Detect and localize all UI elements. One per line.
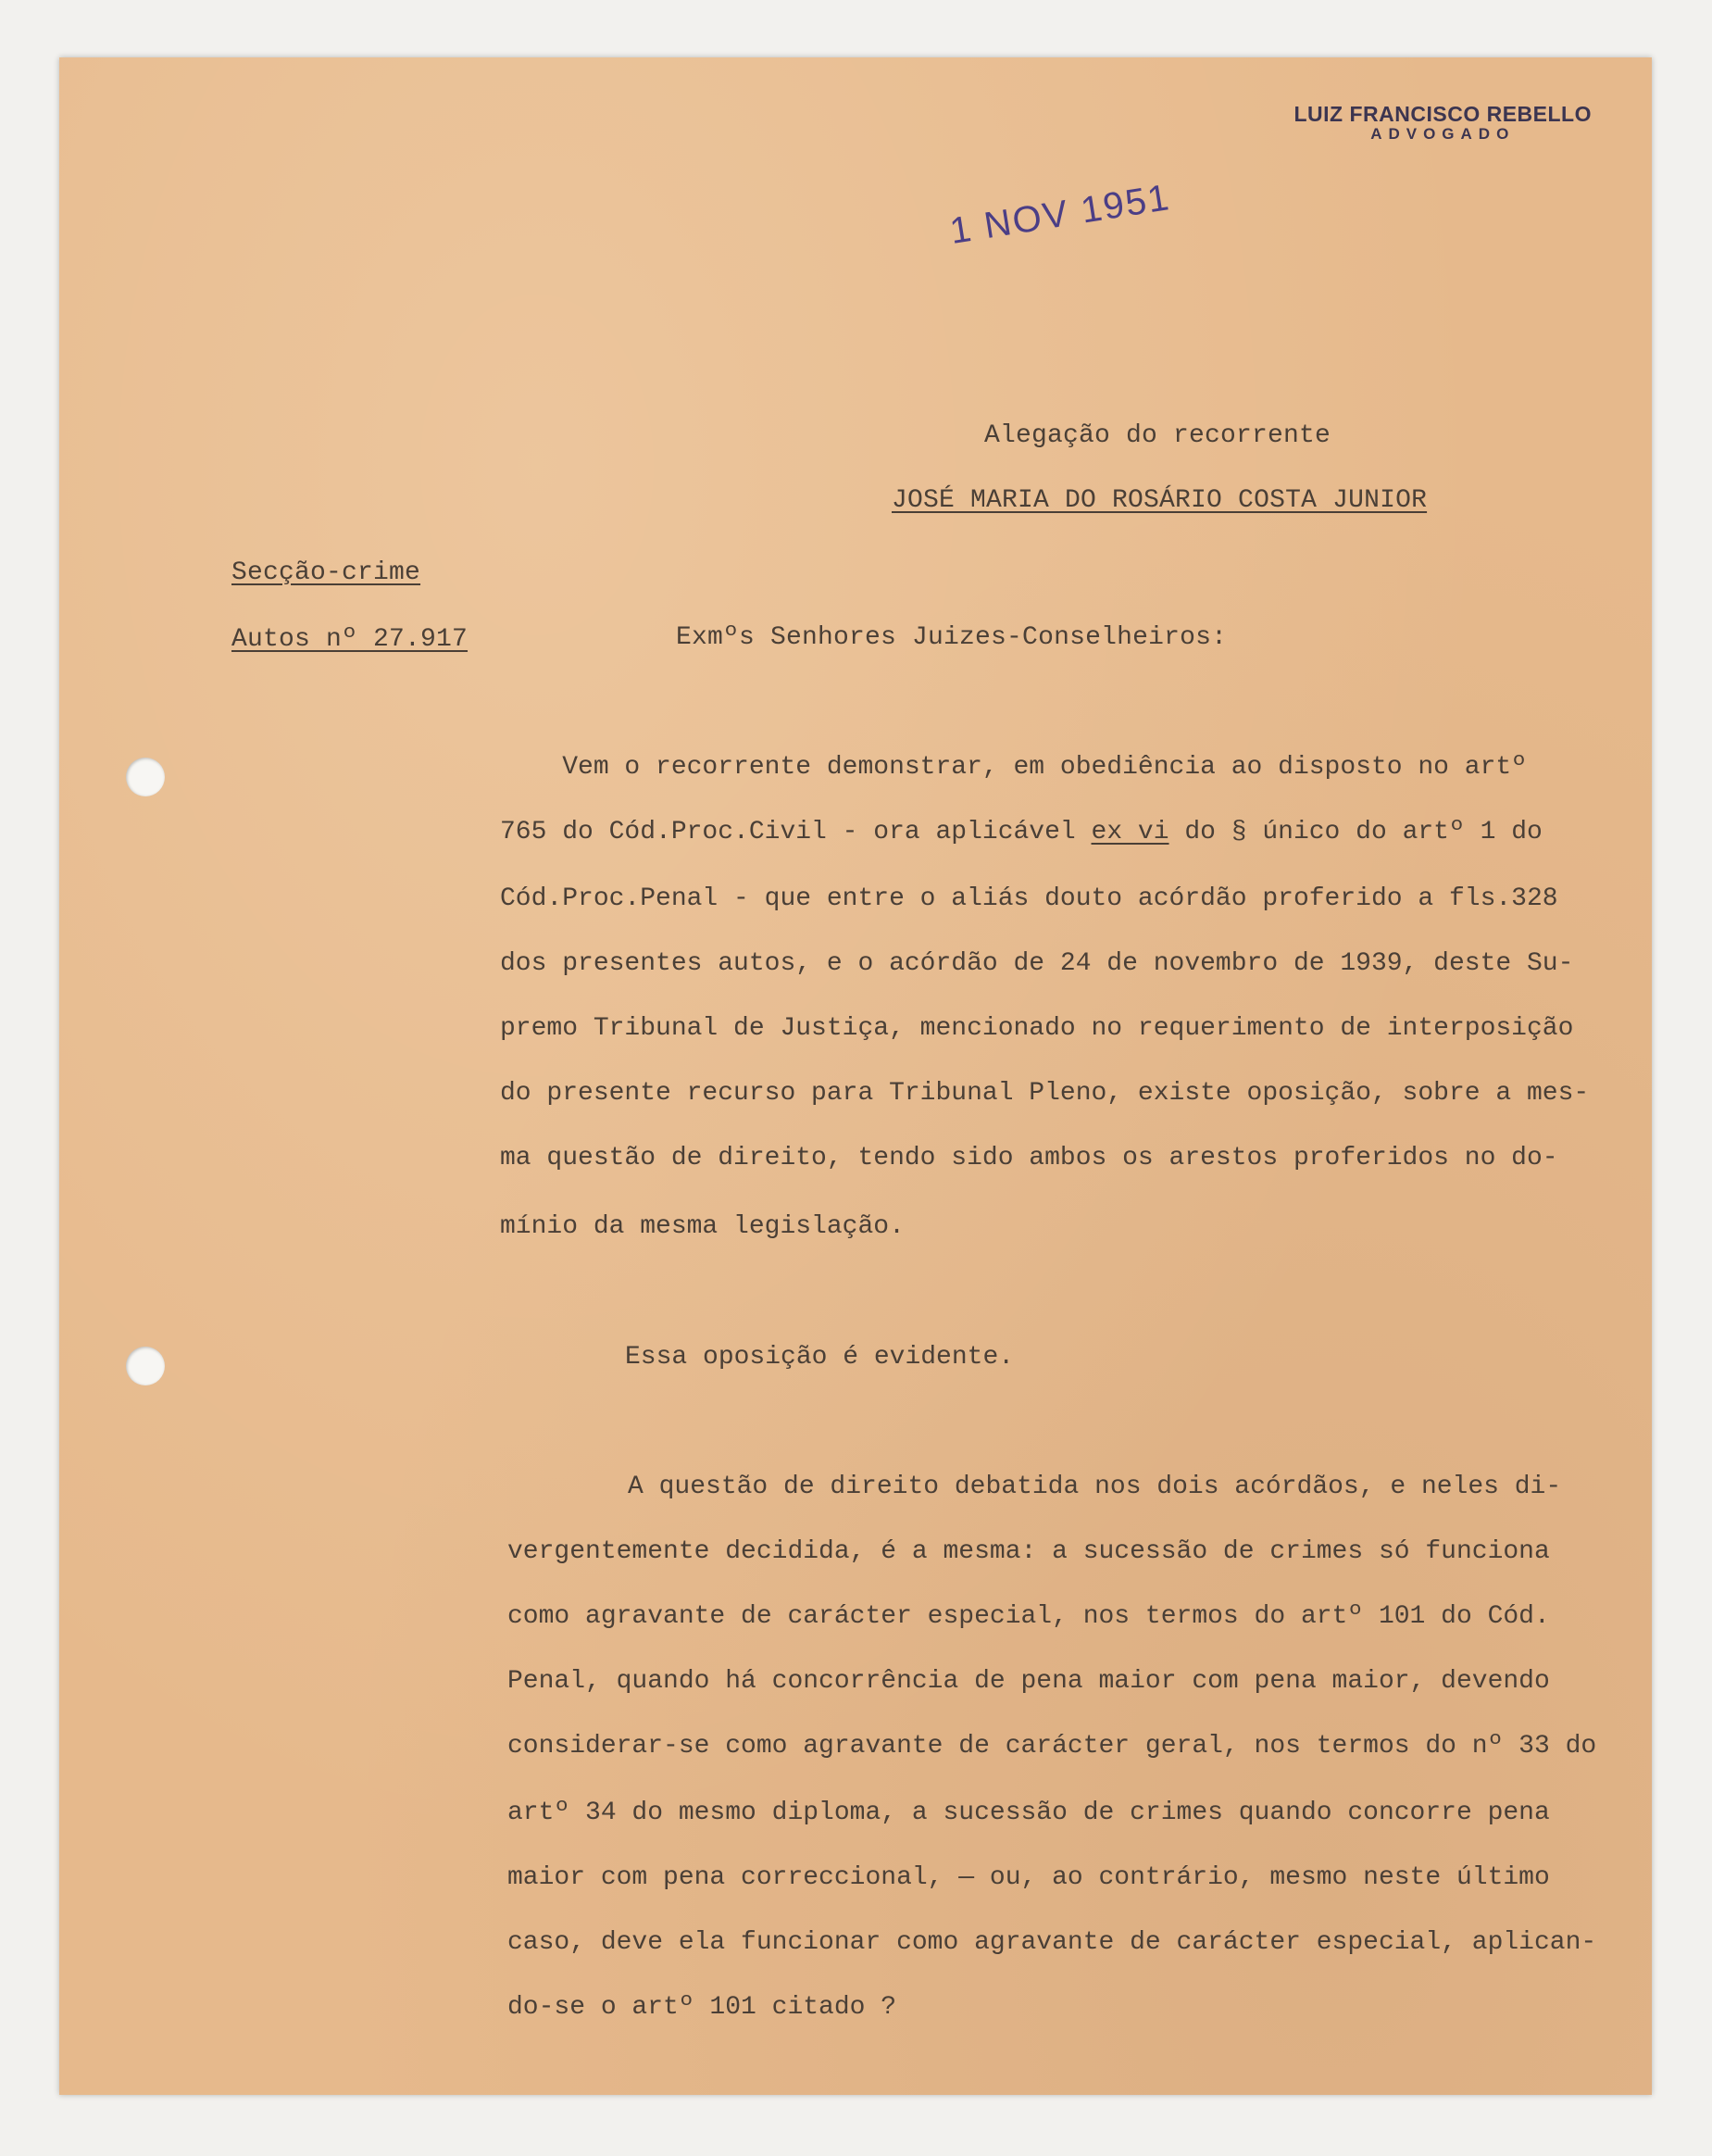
title-line-2: JOSÉ MARIA DO ROSÁRIO COSTA JUNIOR: [892, 486, 1428, 515]
latin-phrase: ex vi: [1091, 818, 1169, 846]
letterhead: [1294, 102, 1593, 144]
paragraph-line: Vem o recorrente demonstrar, em obediência ao disposto no artº: [500, 753, 1527, 782]
paragraph-line: mínio da mesma legislação.: [500, 1212, 905, 1241]
punch-hole-top: [126, 758, 165, 796]
salutation: Exmºs Senhores Juizes-Conselheiros:: [676, 623, 1228, 652]
date-stamp: 1 NOV 1951: [946, 176, 1174, 253]
line-segment: 765 do Cód.Proc.Civil - ora aplicável: [500, 818, 1092, 846]
line-segment: do § único do artº 1 do: [1168, 818, 1543, 846]
letterhead-role: ADVOGADO: [1370, 125, 1516, 143]
paragraph-line: Cód.Proc.Penal - que entre o aliás douto acórdão proferido a fls.328: [500, 884, 1558, 913]
paragraph-line: vergentemente decidida, é a mesma: a sucessão de crimes só funciona: [507, 1537, 1550, 1566]
paragraph-line: maior com pena correccional, — ou, ao contrário, mesmo neste último: [507, 1863, 1550, 1892]
paragraph-line: ma questão de direito, tendo sido ambos os arestos proferidos no do-: [500, 1144, 1558, 1172]
paragraph-line: Penal, quando há concorrência de pena maior com pena maior, devendo: [507, 1667, 1550, 1696]
paragraph-line: premo Tribunal de Justiça, mencionado no requerimento de interposição: [500, 1014, 1574, 1043]
paragraph-line: como agravante de carácter especial, nos termos do artº 101 do Cód.: [507, 1602, 1550, 1631]
paragraph-line: artº 34 do mesmo diploma, a sucessão de crimes quando concorre pena: [507, 1799, 1550, 1827]
document-page: [59, 57, 1652, 2095]
paragraph-line: considerar-se como agravante de carácter geral, nos termos do nº 33 do: [507, 1732, 1597, 1761]
case-number: Autos nº 27.917: [231, 625, 469, 654]
paragraph-line: do-se o artº 101 citado ?: [507, 1993, 897, 2022]
title-line-1: Alegação do recorrente: [984, 421, 1331, 450]
paragraph-line: caso, deve ela funcionar como agravante de carácter especial, aplican-: [507, 1928, 1597, 1957]
paragraph-line: A questão de direito debatida nos dois acórdãos, e neles di-: [628, 1473, 1562, 1501]
letterhead-name: LUIZ FRANCISCO REBELLO: [1293, 102, 1592, 126]
paragraph-line: dos presentes autos, e o acórdão de 24 de novembro de 1939, deste Su-: [500, 949, 1574, 978]
paragraph-line: do presente recurso para Tribunal Pleno, existe oposição, sobre a mes-: [500, 1079, 1590, 1108]
paragraph-line: [500, 818, 1543, 846]
punch-hole-bottom: [126, 1347, 165, 1385]
paragraph-2: Essa oposição é evidente.: [625, 1343, 1015, 1372]
section-label: Secção-crime: [231, 558, 421, 587]
